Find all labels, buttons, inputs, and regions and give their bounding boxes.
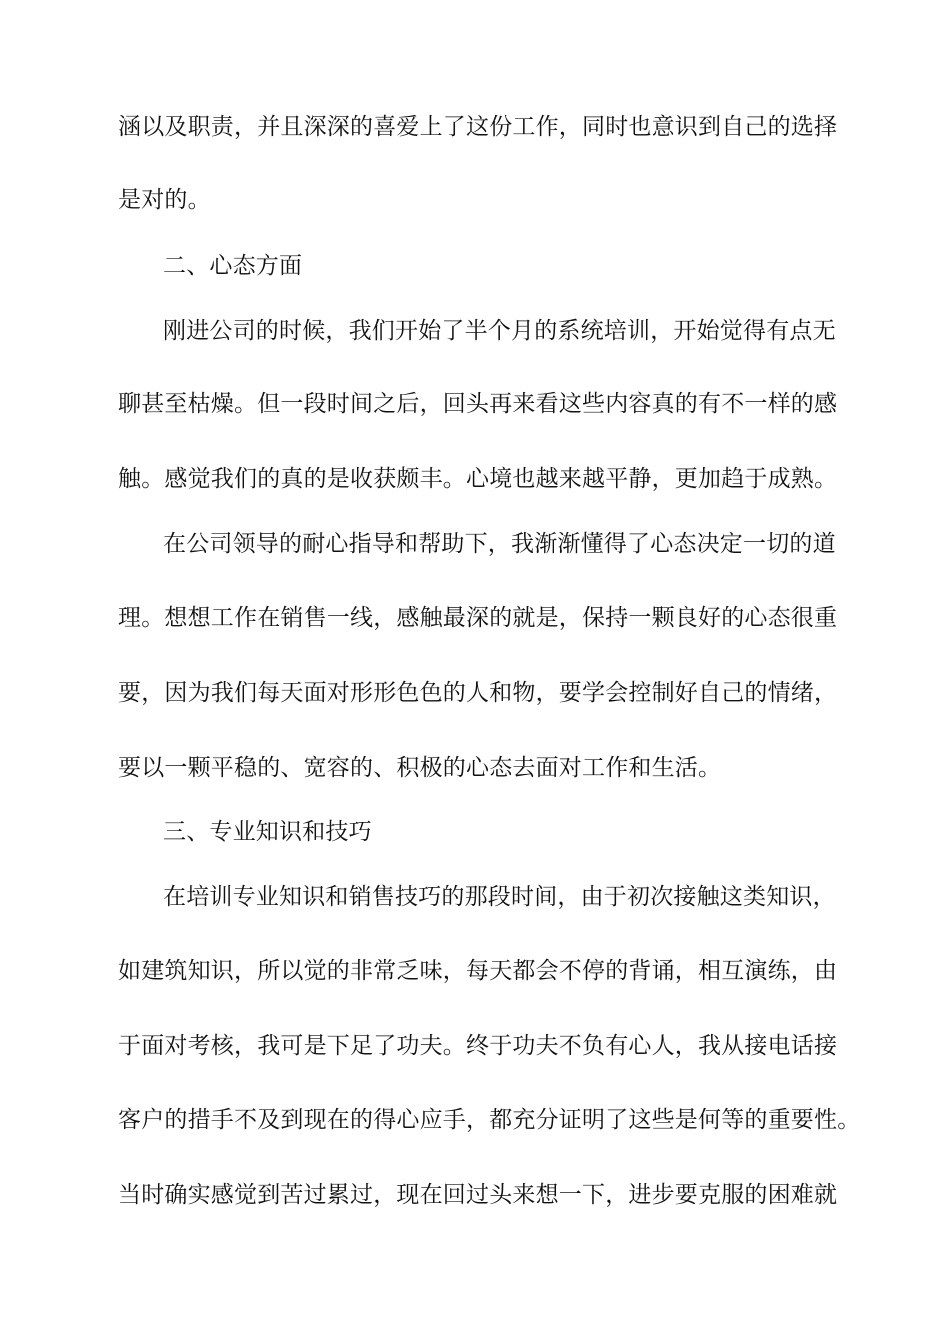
paragraph-line: 触。感觉我们的真的是收获颇丰。心境也越来越平静，更加趋于成熟。 — [118, 466, 838, 492]
paragraph-line: 是对的。 — [118, 187, 211, 213]
paragraph-line: 当时确实感觉到苦过累过，现在回过头来想一下，进步要克服的困难就 — [118, 1182, 838, 1208]
paragraph-line: 于面对考核，我可是下足了功夫。终于功夫不负有心人，我从接电话接 — [118, 1033, 838, 1059]
paragraph-line: 如建筑知识，所以觉的非常乏味，每天都会不停的背诵，相互演练，由 — [118, 958, 838, 984]
paragraph-line: 理。想想工作在销售一线，感触最深的就是，保持一颗良好的心态很重 — [118, 605, 838, 631]
paragraph-line: 涵以及职责，并且深深的喜爱上了这份工作，同时也意识到自己的选择 — [118, 114, 838, 140]
paragraph-line: 在公司领导的耐心指导和帮助下，我渐渐懂得了心态决定一切的道 — [163, 531, 836, 557]
section-heading: 三、专业知识和技巧 — [163, 819, 372, 845]
paragraph-line: 在培训专业知识和销售技巧的那段时间，由于初次接触这类知识， — [163, 884, 836, 910]
paragraph-line: 聊甚至枯燥。但一段时间之后，回头再来看这些内容真的有不一样的感 — [118, 391, 838, 417]
paragraph-line: 客户的措手不及到现在的得心应手，都充分证明了这些是何等的重要性。 — [118, 1107, 861, 1133]
paragraph-line: 刚进公司的时候，我们开始了半个月的系统培训，开始觉得有点无 — [163, 318, 836, 344]
section-heading: 二、心态方面 — [163, 253, 303, 279]
paragraph-line: 要以一颗平稳的、宽容的、积极的心态去面对工作和生活。 — [118, 755, 722, 781]
paragraph-line: 要，因为我们每天面对形形色色的人和物，要学会控制好自己的情绪， — [118, 680, 838, 706]
